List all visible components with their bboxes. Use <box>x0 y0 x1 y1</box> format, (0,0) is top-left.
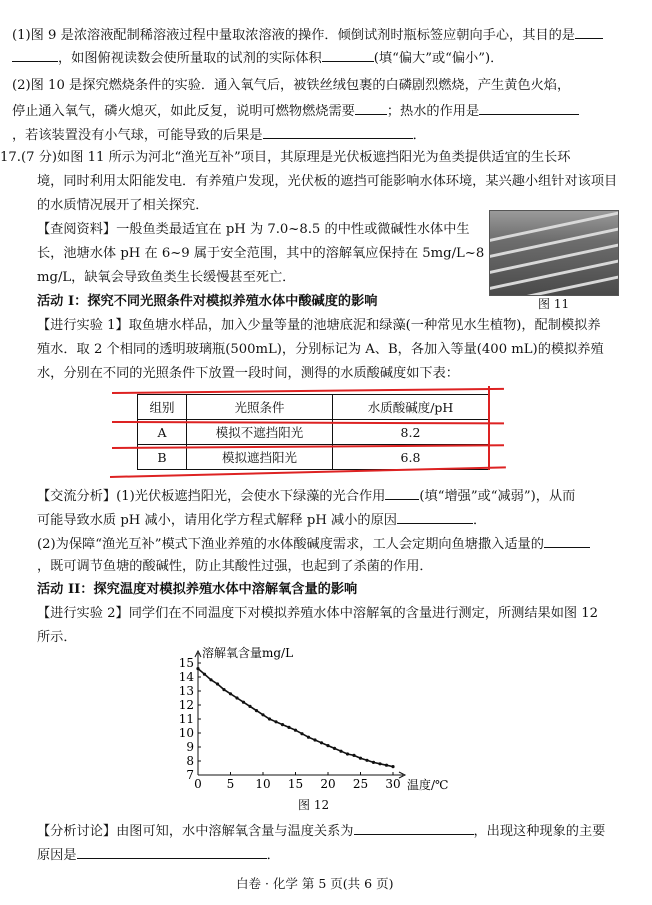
data-point <box>222 688 225 691</box>
y-tick-label: 15 <box>178 656 194 670</box>
data-point <box>242 701 245 704</box>
data-point <box>209 678 212 681</box>
data-point <box>300 732 303 735</box>
q16-line3 <box>12 76 570 96</box>
analysis-line2 <box>37 509 486 531</box>
table-header: 水质酸碱度/pH <box>333 395 489 420</box>
data-point <box>359 757 362 760</box>
q16-text: 停止通入氧气，磷火熄灭，如此反复，说明可燃物燃烧需要 <box>12 104 355 119</box>
q17-line1 <box>0 148 570 168</box>
q17-text: 的水质情况展开了相关探究． <box>37 198 209 213</box>
data-point <box>268 717 271 720</box>
data-point <box>339 750 342 753</box>
q16-line5 <box>12 124 426 146</box>
y-tick-label: 14 <box>178 670 194 684</box>
answer-blank[interactable] <box>263 124 413 139</box>
data-point <box>365 759 368 762</box>
q16-text: ． <box>412 128 426 143</box>
experiment-2-text: 【进行实验 2】同学们在不同温度下对模拟养殖水体中溶解氧的含量进行测定，所测结果如图 12 <box>37 606 599 621</box>
analysis-line3 <box>37 533 590 555</box>
activity-2-heading: 活动 II：探究温度对模拟养殖水体中溶解氧含量的影响 <box>37 582 358 597</box>
data-point <box>378 762 381 765</box>
x-tick-label: 0 <box>194 777 202 791</box>
x-tick-label: 15 <box>287 777 304 791</box>
table-header: 组别 <box>138 395 187 420</box>
y-tick-label: 11 <box>178 712 194 726</box>
data-point <box>248 705 251 708</box>
q16-line1 <box>12 24 603 46</box>
data-point <box>320 741 323 744</box>
analysis-text: 【交流分析】(1)光伏板遮挡阳光，会使水下绿藻的光合作用 <box>37 489 386 504</box>
q17-text: 境，同时利用太阳能发电．有养殖户发现，光伏板的遮挡可能影响水体环境，某兴趣小组针对该项目 <box>37 174 618 189</box>
y-tick-label: 8 <box>186 754 194 768</box>
analysis-line4 <box>37 557 433 577</box>
answer-blank[interactable] <box>322 47 374 62</box>
data-point <box>294 729 297 732</box>
answer-blank[interactable] <box>397 509 473 524</box>
x-tick-label: 30 <box>385 777 401 791</box>
figure-12-chart <box>160 645 460 795</box>
table-cell: A <box>138 420 187 445</box>
experiment-1-text: 【进行实验 1】取鱼塘水样品，加入少量等量的池塘底泥和绿藻(一种常见水生植物)，配制模拟养 <box>37 318 601 333</box>
data-point <box>307 736 310 739</box>
y-axis-label: 溶解氧含量mg/L <box>202 646 294 660</box>
ph-results-table <box>137 394 489 470</box>
red-annotation-line <box>488 386 490 470</box>
analysis-line1 <box>37 485 575 507</box>
q16-part2-text: (2)图 10 是探究燃烧条件的实验．通入氧气后，被铁丝绒包裹的白磷剧烈燃烧，产生黄色火焰， <box>12 78 571 93</box>
q17-line7 <box>37 316 601 336</box>
data-point <box>326 744 329 747</box>
answer-blank[interactable] <box>77 844 267 859</box>
table-cell: 模拟不遮挡阳光 <box>187 420 333 445</box>
q16-line4 <box>12 100 579 122</box>
q17-line5 <box>37 244 484 264</box>
answer-blank[interactable] <box>355 100 387 115</box>
q16-text: ；热水的作用是 <box>386 104 480 119</box>
solubility-curve <box>198 669 393 767</box>
q17-line2 <box>37 172 617 192</box>
table-cell: 8.2 <box>333 420 489 445</box>
y-tick-label: 13 <box>178 684 194 698</box>
x-tick-label: 10 <box>255 777 271 791</box>
answer-blank[interactable] <box>12 47 58 62</box>
answer-blank[interactable] <box>479 100 579 115</box>
discussion-line1 <box>37 820 605 842</box>
data-point <box>333 747 336 750</box>
discussion-text: 【分析讨论】由图可知，水中溶解氧含量与温度关系为 <box>37 824 354 839</box>
figure-11-caption: 图 11 <box>538 297 570 311</box>
answer-blank[interactable] <box>575 24 603 39</box>
experiment-2-line1 <box>37 604 598 624</box>
data-point <box>372 761 375 764</box>
answer-blank[interactable] <box>385 485 419 500</box>
answer-blank[interactable] <box>354 820 474 835</box>
analysis-text: ，既可调节鱼塘的酸碱性，防止其酸性过强，也起到了杀菌的作用． <box>37 559 433 574</box>
table-cell: 6.8 <box>333 445 489 470</box>
analysis-text: (填“增强”或“减弱”)，从而 <box>419 489 576 504</box>
data-point <box>287 726 290 729</box>
y-tick-label: 12 <box>178 698 194 712</box>
reference-info-text: mg/L，缺氧会导致鱼类生长缓慢甚至死亡． <box>37 270 296 285</box>
data-point <box>216 682 219 685</box>
discussion-text: ． <box>266 848 280 863</box>
data-point <box>196 667 199 670</box>
q16-text: ，如图俯视读数会使所量取的试剂的实际体积 <box>58 51 322 66</box>
reference-info-text: 【查阅资料】一般鱼类最适宜在 pH 为 7.0~8.5 的中性或微碱性水体中生 <box>37 222 470 237</box>
data-point <box>352 754 355 757</box>
experiment-2-text: 所示． <box>37 630 77 645</box>
data-point <box>261 713 264 716</box>
q16-line2 <box>12 47 503 69</box>
analysis-text: 可能导致水质 pH 减小，请用化学方程式解释 pH 减小的原因 <box>37 513 397 528</box>
answer-blank[interactable] <box>544 533 590 548</box>
data-point <box>346 752 349 755</box>
analysis-text: (2)为保障“渔光互补”模式下渔业养殖的水体酸碱度需求，工人会定期向鱼塘撒入适量的 <box>37 537 544 552</box>
experiment-1-text: 水，分别在不同的光照条件下放置一段时间，测得的水质酸碱度如下表： <box>37 366 459 381</box>
q17-line3 <box>37 196 208 216</box>
data-point <box>255 709 258 712</box>
q16-text: (填“偏大”或“偏小”)． <box>373 51 504 66</box>
q17-line6 <box>37 268 295 288</box>
table-cell: B <box>138 445 187 470</box>
q17-line9 <box>37 364 459 384</box>
analysis-text: ． <box>472 513 487 528</box>
q17-intro-text: 17.(7 分)如图 11 所示为河北“渔光互补”项目，其原理是光伏板遮挡阳光为鱼类提供适宜的生长环 <box>0 150 571 165</box>
data-point <box>313 738 316 741</box>
data-point <box>274 720 277 723</box>
experiment-1-text: 殖水．取 2 个相同的透明玻璃瓶(500mL)，分别标记为 A、B，各加入等量(400 mL)的模拟养殖 <box>37 342 604 357</box>
activity-1-heading: 活动 I：探究不同光照条件对模拟养殖水体中酸碱度的影响 <box>37 294 378 309</box>
x-tick-label: 20 <box>320 777 336 791</box>
y-tick-label: 7 <box>186 768 194 782</box>
reference-info-text: 长，池塘水体 pH 在 6~9 属于安全范围，其中的溶解氧应保持在 5mg/L~8 <box>37 246 485 261</box>
discussion-text: ，出现这种现象的主要 <box>473 824 606 839</box>
y-tick-label: 10 <box>178 726 194 740</box>
figure-11-photo <box>489 210 619 296</box>
discussion-line2 <box>37 844 280 866</box>
table-cell: 模拟遮挡阳光 <box>187 445 333 470</box>
q16-text: ，若该装置没有小气球，可能导致的后果是 <box>12 128 263 143</box>
x-tick-label: 5 <box>226 777 235 791</box>
y-tick-label: 9 <box>186 740 194 754</box>
data-point <box>281 723 284 726</box>
q16-part1-text: (1)图 9 是浓溶液配制稀溶液过程中量取浓溶液的操作．倾倒试剂时瓶标签应朝向手心，其目的是 <box>12 28 575 43</box>
data-point <box>235 696 238 699</box>
data-point <box>385 764 388 767</box>
x-tick-label: 25 <box>352 777 369 791</box>
data-point <box>391 765 394 768</box>
data-point <box>203 673 206 676</box>
q17-line4 <box>37 220 470 240</box>
data-point <box>229 692 232 695</box>
q17-line8 <box>37 340 604 360</box>
table-header: 光照条件 <box>187 395 333 420</box>
figure-12-caption: 图 12 <box>298 798 330 812</box>
x-axis-label: 温度/℃ <box>407 778 449 792</box>
experiment-2-line2 <box>37 628 77 648</box>
page-footer: 白卷 · 化学 第 5 页(共 6 页) <box>236 876 394 891</box>
discussion-text: 原因是 <box>37 848 77 863</box>
table-header-row <box>138 395 489 420</box>
